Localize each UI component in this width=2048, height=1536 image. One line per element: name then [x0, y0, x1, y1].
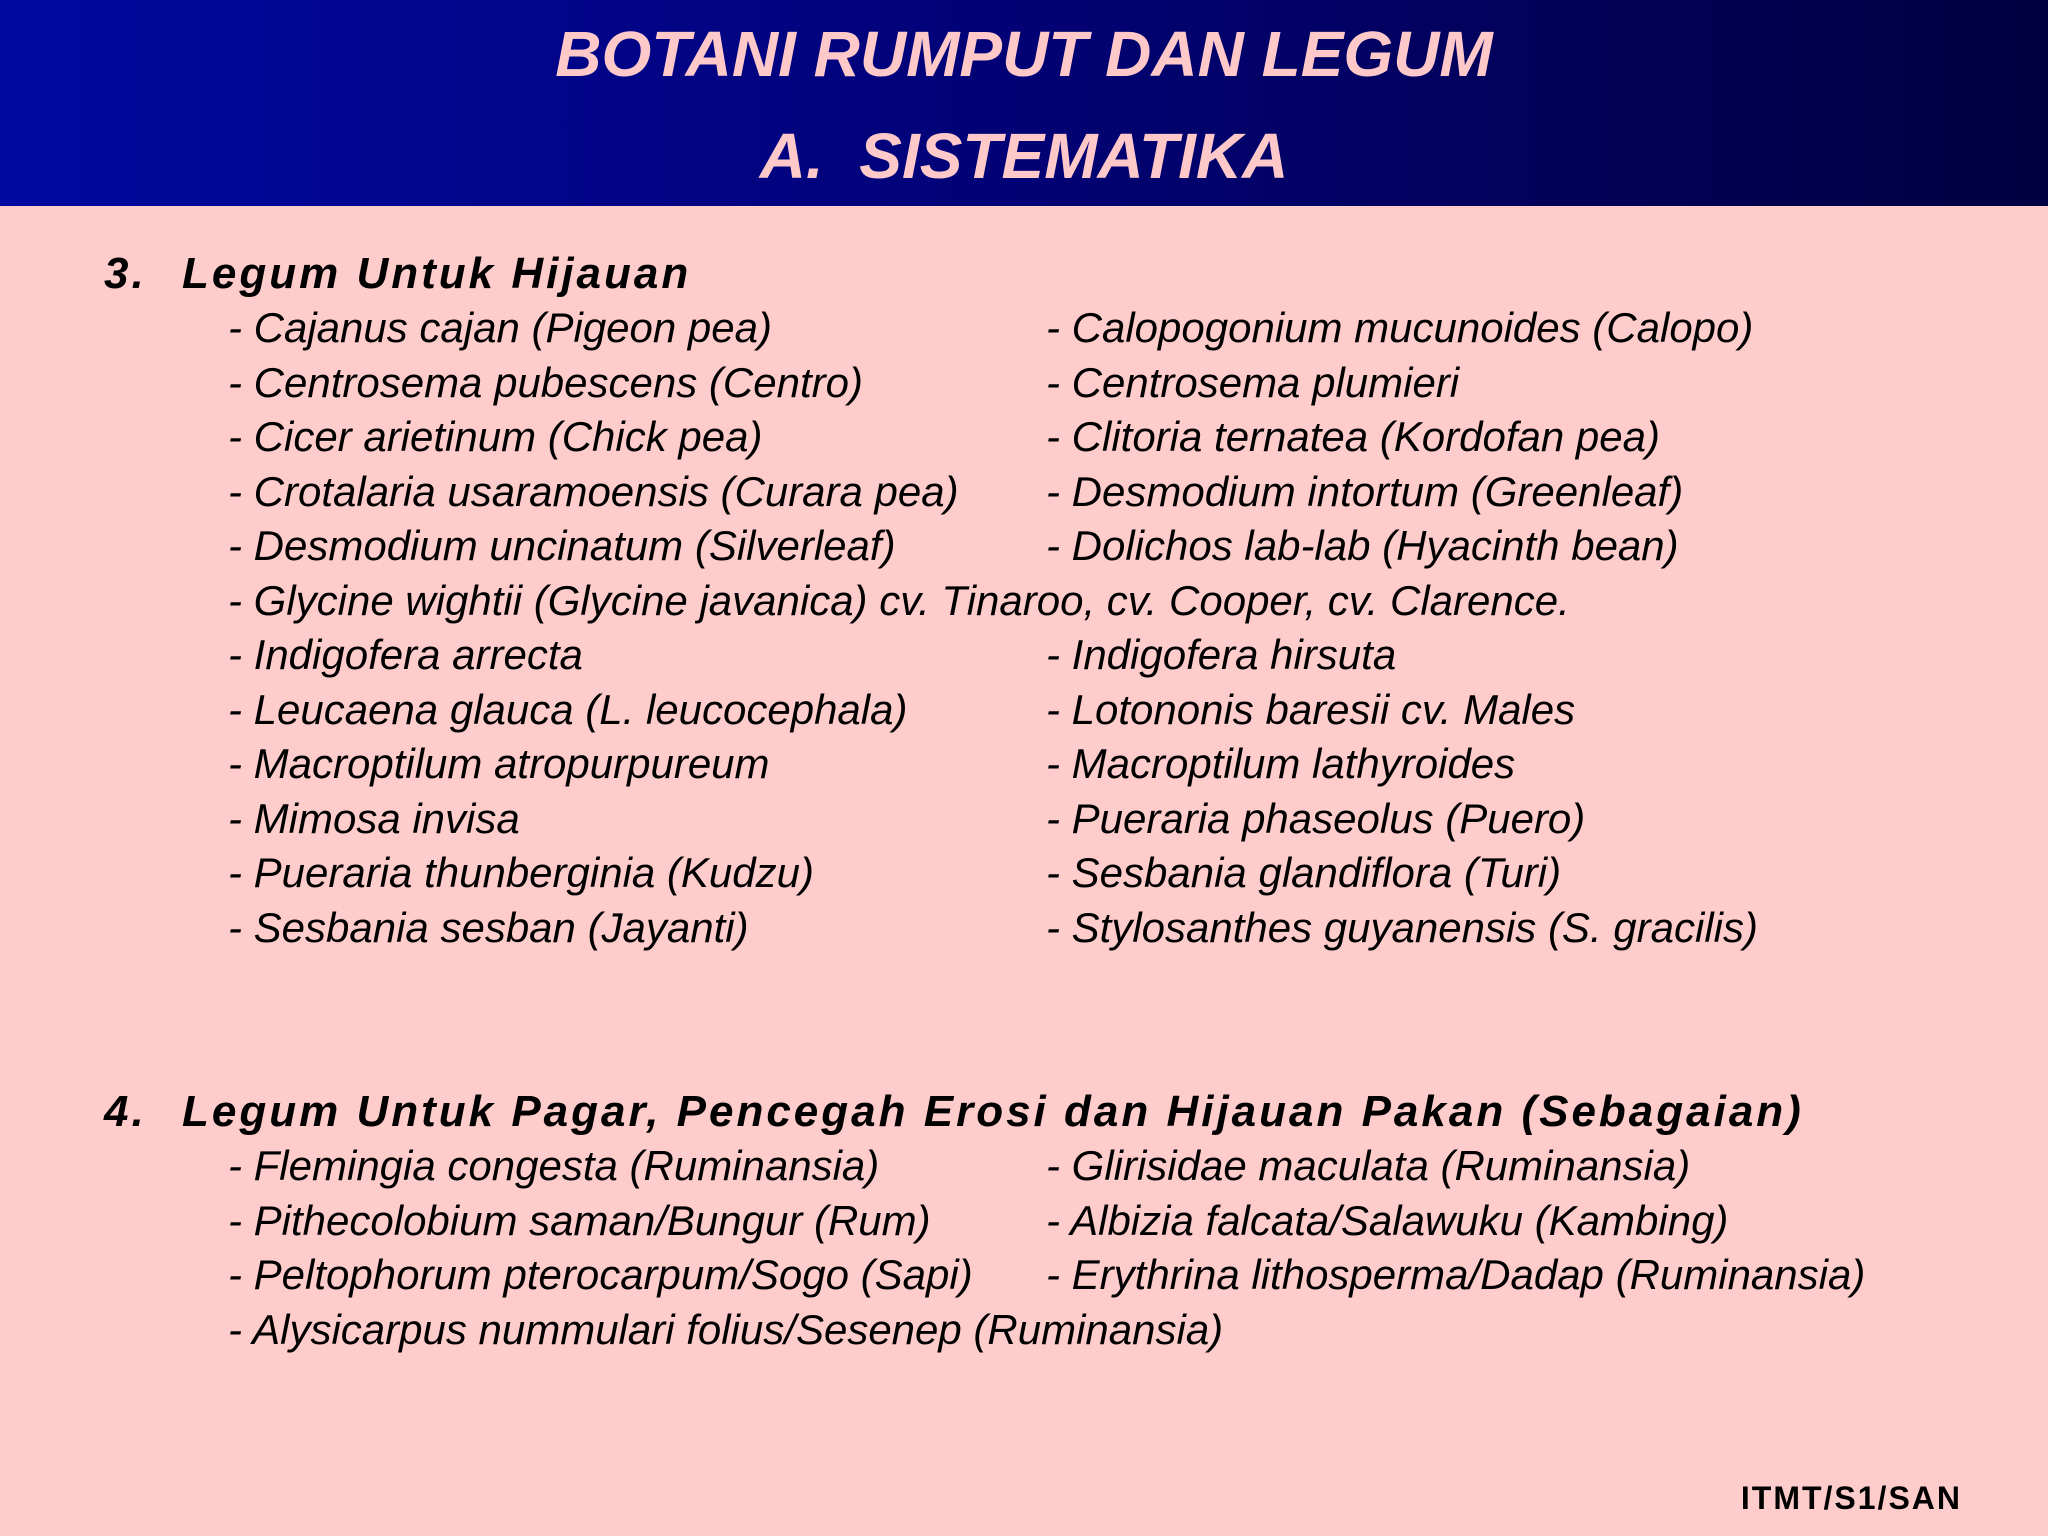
- list-row: [0, 849, 2048, 906]
- species-item: - Pueraria phaseolus (Puero): [1046, 794, 1586, 842]
- species-item: - Indigofera arrecta: [228, 631, 583, 678]
- species-item: - Indigofera hirsuta: [1046, 631, 1397, 678]
- list-row: [0, 1142, 2048, 1199]
- species-item: - Cicer arietinum (Chick pea): [228, 413, 763, 460]
- list-row: [0, 903, 2048, 961]
- list-row: [0, 740, 2048, 797]
- section-3-number: 3.: [104, 249, 147, 298]
- slide-subtitle: A. SISTEMATIKA: [759, 120, 1289, 192]
- species-item: - Dolichos lab-lab (Hyacinth bean): [1046, 522, 1679, 569]
- footer-code: ITMT/S1/SAN: [1740, 1480, 1962, 1516]
- species-item: - Stylosanthes guyanensis (S. gracilis): [1046, 903, 1758, 951]
- section-4-title: Legum Untuk Pagar, Pencegah Erosi dan Hijauan Pakan (Sebagaian): [182, 1087, 1804, 1136]
- species-item: - Desmodium intortum (Greenleaf): [1046, 467, 1684, 515]
- species-item: - Glirisidae maculata (Ruminansia): [1046, 1142, 1691, 1189]
- section-4-heading: [104, 1087, 1804, 1136]
- species-item: - Lotononis baresii cv. Males: [1046, 685, 1576, 733]
- species-item: - Macroptilum lathyroides: [1046, 740, 1516, 787]
- list-row: [0, 1196, 2048, 1254]
- list-row: [0, 794, 2048, 852]
- species-item: - Leucaena glauca (L. leucocephala): [228, 685, 908, 733]
- species-item: - Crotalaria usaramoensis (Curara pea): [228, 467, 959, 515]
- list-row: [0, 522, 2048, 579]
- slide-header: [0, 0, 2048, 206]
- species-item: - Pueraria thunberginia (Kudzu): [228, 849, 814, 896]
- list-row: [0, 685, 2048, 743]
- species-item: - Centrosema plumieri: [1046, 358, 1460, 406]
- species-item: - Centrosema pubescens (Centro): [228, 358, 863, 406]
- section-3-heading: [104, 249, 692, 298]
- species-item: - Macroptilum atropurpureum: [228, 740, 770, 787]
- slide-title: BOTANI RUMPUT DAN LEGUM: [555, 18, 1493, 90]
- list-row: [0, 467, 2048, 525]
- section-3-title: Legum Untuk Hijauan: [182, 249, 692, 298]
- species-item: - Sesbania sesban (Jayanti): [228, 903, 749, 951]
- species-item: - Glycine wightii (Glycine javanica) cv. Tinaroo, cv. Cooper, cv. Clarence.: [228, 576, 1570, 624]
- species-item: - Desmodium uncinatum (Silverleaf): [228, 522, 896, 569]
- list-row: [0, 304, 2048, 361]
- species-item: - Albizia falcata/Salawuku (Kambing): [1046, 1196, 1729, 1244]
- list-row: [0, 358, 2048, 416]
- species-item: - Calopogonium mucunoides (Calopo): [1046, 304, 1754, 351]
- species-item: - Peltophorum pterocarpum/Sogo (Sapi): [228, 1251, 973, 1298]
- species-item: - Pithecolobium saman/Bungur (Rum): [228, 1196, 931, 1244]
- list-row: [0, 1251, 2048, 1308]
- section-4-number: 4.: [104, 1087, 147, 1136]
- list-row: [0, 576, 2048, 634]
- list-row: [0, 413, 2048, 470]
- species-item: - Erythrina lithosperma/Dadap (Ruminansia): [1046, 1251, 1866, 1298]
- species-item: - Cajanus cajan (Pigeon pea): [228, 304, 772, 351]
- species-item: - Mimosa invisa: [228, 794, 520, 842]
- species-item: - Sesbania glandiflora (Turi): [1046, 849, 1562, 896]
- list-row: [0, 631, 2048, 688]
- species-item: - Clitoria ternatea (Kordofan pea): [1046, 413, 1660, 460]
- species-item: - Flemingia congesta (Ruminansia): [228, 1142, 880, 1189]
- species-item: - Alysicarpus nummulari folius/Sesenep (Ruminansia): [228, 1305, 1224, 1353]
- list-row: [0, 1305, 2048, 1363]
